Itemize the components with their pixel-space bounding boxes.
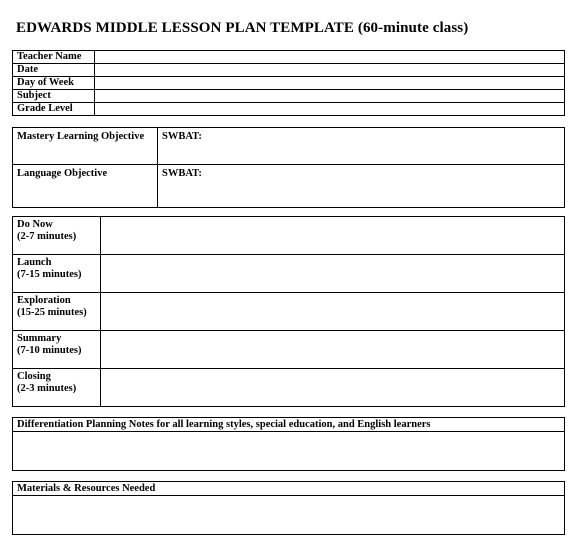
phase-name: Summary [17, 333, 62, 344]
field-label: Teacher Name [13, 51, 95, 64]
materials-table [12, 481, 565, 535]
field-label: Day of Week [13, 77, 95, 90]
phase-time: (7-15 minutes) [17, 269, 82, 280]
launch-field[interactable] [101, 255, 565, 293]
phase-label [13, 255, 101, 293]
field-label: Grade Level [13, 103, 95, 116]
language-objective-label: Language Objective [13, 165, 158, 208]
objectives-table [12, 127, 565, 208]
phase-label [13, 369, 101, 407]
table-row [13, 255, 565, 293]
teacher-name-field[interactable] [95, 51, 565, 64]
date-field[interactable] [95, 64, 565, 77]
table-row [13, 77, 565, 90]
table-row [13, 418, 565, 432]
day-of-week-field[interactable] [95, 77, 565, 90]
closing-field[interactable] [101, 369, 565, 407]
swbat-label: SWBAT: [162, 131, 202, 142]
lesson-phases-table [12, 216, 565, 407]
differentiation-heading: Differentiation Planning Notes for all learning styles, special education, and English learners [13, 418, 565, 432]
field-label: Subject [13, 90, 95, 103]
swbat-label: SWBAT: [162, 168, 202, 179]
phase-label [13, 293, 101, 331]
teacher-info-table [12, 50, 565, 116]
phase-time: (7-10 minutes) [17, 345, 82, 356]
mastery-objective-label: Mastery Learning Objective [13, 128, 158, 165]
table-row [13, 165, 565, 208]
phase-name: Do Now [17, 219, 53, 230]
phase-name: Closing [17, 371, 51, 382]
phase-time: (15-25 minutes) [17, 307, 87, 318]
page-title: EDWARDS MIDDLE LESSON PLAN TEMPLATE (60-minute class) [16, 20, 469, 36]
language-objective-field[interactable] [158, 165, 565, 208]
phase-time: (2-3 minutes) [17, 383, 77, 394]
table-row [13, 90, 565, 103]
summary-field[interactable] [101, 331, 565, 369]
table-row [13, 293, 565, 331]
table-row [13, 103, 565, 116]
table-row [13, 482, 565, 496]
differentiation-table [12, 417, 565, 471]
grade-level-field[interactable] [95, 103, 565, 116]
exploration-field[interactable] [101, 293, 565, 331]
phase-label [13, 331, 101, 369]
table-row [13, 432, 565, 471]
table-row [13, 128, 565, 165]
table-row [13, 64, 565, 77]
phase-name: Launch [17, 257, 52, 268]
table-row [13, 331, 565, 369]
differentiation-notes-field[interactable] [13, 432, 565, 471]
mastery-objective-field[interactable] [158, 128, 565, 165]
table-row [13, 369, 565, 407]
table-row [13, 51, 565, 64]
phase-time: (2-7 minutes) [17, 231, 77, 242]
table-row [13, 496, 565, 535]
subject-field[interactable] [95, 90, 565, 103]
phase-label [13, 217, 101, 255]
materials-field[interactable] [13, 496, 565, 535]
do-now-field[interactable] [101, 217, 565, 255]
phase-name: Exploration [17, 295, 71, 306]
field-label: Date [13, 64, 95, 77]
materials-heading: Materials & Resources Needed [13, 482, 565, 496]
table-row [13, 217, 565, 255]
